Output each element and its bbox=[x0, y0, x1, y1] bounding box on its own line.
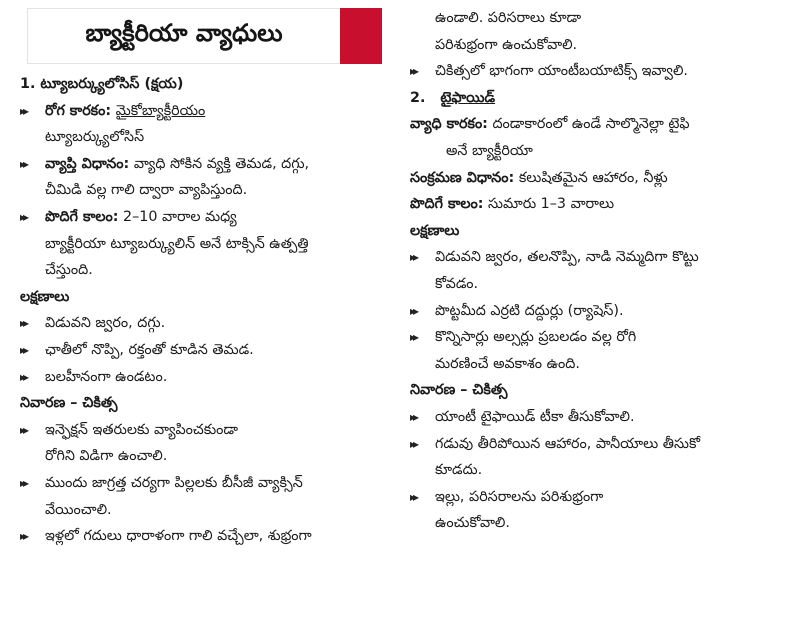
typhoid-symptom-text: పొట్టమీద ఎర్రటి దద్దుర్లు (ర్యాషెస్). bbox=[435, 302, 624, 319]
double-arrow-icon: ▸▸ bbox=[20, 156, 27, 171]
typhoid-prevention-text: గడువు తీరిపోయిన ఆహారం, పానీయాలు తీసుకో bbox=[435, 435, 700, 452]
right-column bbox=[410, 5, 790, 537]
typhoid-symptom-item bbox=[410, 244, 790, 271]
typhoid-prevention-item bbox=[410, 404, 790, 431]
tb-antibiotic-text: చికిత్సలో భాగంగా యాంటీబయాటిక్స్ ఇవ్వాలి. bbox=[435, 63, 688, 80]
typhoid-symptoms-heading: లక్షణాలు bbox=[410, 222, 460, 239]
tb-spread-cont: చీమిడి వల్ల గాలి ద్వారా వ్యాపిస్తుంది. bbox=[45, 182, 248, 199]
typhoid-prevention-item bbox=[410, 431, 790, 458]
tb-section-title: 1. ట్యూబర్క్యులోసిస్ (క్షయ) bbox=[20, 76, 184, 92]
tb-prevention-item bbox=[20, 417, 392, 444]
typhoid-transmission-text: కలుషితమైన ఆహారం, నీళ్లు bbox=[518, 169, 668, 186]
double-arrow-icon: ▸▸ bbox=[20, 422, 27, 437]
double-arrow-icon: ▸▸ bbox=[20, 316, 27, 331]
typhoid-prevention-text: ఇల్లు, పరిసరాలను పరిశుభ్రంగా bbox=[435, 488, 604, 505]
typhoid-agent-text: దండాకారంలో ఉండే సాల్మొనెల్లా టైఫి bbox=[492, 116, 690, 133]
typhoid-incubation-text: సుమారు 1–3 వారాలు bbox=[488, 196, 615, 213]
tb-prevention-item bbox=[20, 523, 392, 550]
tb-symptom-item bbox=[20, 337, 392, 364]
tb-incubation-cont2: చేస్తుంది. bbox=[45, 262, 93, 279]
tb-prevention-text: ముందు జాగ్రత్త చర్యగా పిల్లలకు బీసీజీ వ్యాక్సిన్ bbox=[45, 474, 303, 491]
tb-symptom-item bbox=[20, 364, 392, 391]
tb-symptom-text: ఛాతీలో నొప్పి, రక్తంతో కూడిన తెమడ. bbox=[45, 341, 254, 358]
typhoid-agent-label: వ్యాధి కారకం: bbox=[410, 116, 488, 133]
double-arrow-icon: ▸▸ bbox=[410, 409, 417, 424]
double-arrow-icon: ▸▸ bbox=[410, 436, 417, 451]
tb-agent-label: రోగ కారకం: bbox=[45, 102, 112, 119]
typhoid-agent-row bbox=[410, 111, 790, 138]
typhoid-symptom-item bbox=[410, 298, 790, 325]
tb-symptom-item bbox=[20, 310, 392, 337]
double-arrow-icon: ▸▸ bbox=[20, 529, 27, 544]
tb-prevention-text: ఇన్ఫెక్షన్ ఇతరులకు వ్యాపించకుండా bbox=[45, 421, 239, 438]
double-arrow-icon: ▸▸ bbox=[20, 342, 27, 357]
tb-antibiotic-item bbox=[410, 58, 790, 85]
typhoid-number: 2. bbox=[410, 89, 426, 106]
typhoid-prevention-heading: నివారణ – చికిత్స bbox=[410, 382, 508, 399]
double-arrow-icon: ▸▸ bbox=[20, 475, 27, 490]
typhoid-transmission-label: సంక్రమణ విధానం: bbox=[410, 169, 515, 186]
typhoid-section-title bbox=[410, 85, 790, 112]
typhoid-transmission-row bbox=[410, 165, 790, 192]
header-accent-bar bbox=[340, 8, 382, 64]
tb-prevention-cont: పరిశుభ్రంగా ఉంచుకోవాలి. bbox=[435, 36, 578, 53]
typhoid-title: టైఫాయిడ్ bbox=[440, 89, 496, 106]
tb-symptoms-heading: లక్షణాలు bbox=[20, 288, 70, 305]
tb-spread-row bbox=[20, 151, 392, 178]
typhoid-symptom-item bbox=[410, 324, 790, 351]
typhoid-prevention-cont: కూడదు. bbox=[435, 462, 483, 479]
tb-spread-label: వ్యాప్తి విధానం: bbox=[45, 155, 130, 172]
typhoid-prevention-item bbox=[410, 484, 790, 511]
typhoid-agent-cont: అనే బ్యాక్టీరియా bbox=[446, 142, 533, 159]
tb-spread-text: వ్యాధి సోకిన వ్యక్తి తెమడ, దగ్గు, bbox=[133, 155, 310, 172]
tb-prevention-cont: రోగిని విడిగా ఉంచాలి. bbox=[45, 448, 168, 465]
tb-incubation-cont: బ్యాక్టీరియా ట్యూబర్క్యులిన్ అనే టాక్సిన్ ఉత్పత్తి bbox=[45, 235, 309, 252]
tb-agent-row bbox=[20, 98, 392, 125]
typhoid-symptom-text: కొన్నిసార్లు అల్సర్లు ప్రబలడం వల్ల రోగి bbox=[435, 329, 637, 346]
article-title: బ్యాక్టీరియా వ్యాధులు bbox=[27, 8, 340, 64]
tb-incubation-row bbox=[20, 204, 392, 231]
typhoid-symptom-cont: మరణించే అవకాశం ఉంది. bbox=[435, 355, 580, 372]
tb-incubation-label: పొదిగే కాలం: bbox=[45, 208, 119, 225]
typhoid-symptom-cont: కోవడం. bbox=[435, 275, 479, 292]
tb-symptom-text: విడువని జ్వరం, దగ్గు. bbox=[45, 315, 166, 332]
double-arrow-icon: ▸▸ bbox=[410, 250, 417, 265]
double-arrow-icon: ▸▸ bbox=[410, 64, 417, 79]
double-arrow-icon: ▸▸ bbox=[20, 209, 27, 224]
typhoid-prevention-text: యాంటీ టైఫాయిడ్ టీకా తీసుకోవాలి. bbox=[435, 408, 635, 425]
typhoid-incubation-row bbox=[410, 191, 790, 218]
typhoid-prevention-cont: ఉంచుకోవాలి. bbox=[435, 515, 510, 532]
typhoid-symptom-text: విడువని జ్వరం, తలనొప్పి, నాడి నెమ్మదిగా కొట్టు bbox=[435, 249, 699, 266]
tb-incubation-text: 2–10 వారాల మధ్య bbox=[123, 208, 237, 225]
typhoid-incubation-label: పొదిగే కాలం: bbox=[410, 196, 484, 213]
tb-prevention-cont: వేయించాలి. bbox=[45, 501, 112, 518]
double-arrow-icon: ▸▸ bbox=[20, 103, 27, 118]
tb-prevention-item bbox=[20, 470, 392, 497]
tb-prevention-cont: ఉండాలి. పరిసరాలు కూడా bbox=[435, 10, 582, 26]
article-header bbox=[27, 8, 382, 64]
tb-prevention-heading: నివారణ – చికిత్స bbox=[20, 395, 118, 412]
tb-agent-value: మైకోబ్యాక్టీరియం bbox=[115, 102, 206, 119]
tb-symptom-text: బలహీనంగా ఉండటం. bbox=[45, 368, 168, 385]
double-arrow-icon: ▸▸ bbox=[410, 489, 417, 504]
tb-prevention-text: ఇళ్లలో గదులు ధారాళంగా గాలి వచ్చేలా, శుభ్రంగా bbox=[45, 528, 312, 545]
left-column bbox=[20, 71, 392, 550]
double-arrow-icon: ▸▸ bbox=[410, 330, 417, 345]
double-arrow-icon: ▸▸ bbox=[20, 369, 27, 384]
tb-agent-value-cont: ట్యూబర్క్యులోసిస్ bbox=[45, 129, 145, 146]
double-arrow-icon: ▸▸ bbox=[410, 303, 417, 318]
